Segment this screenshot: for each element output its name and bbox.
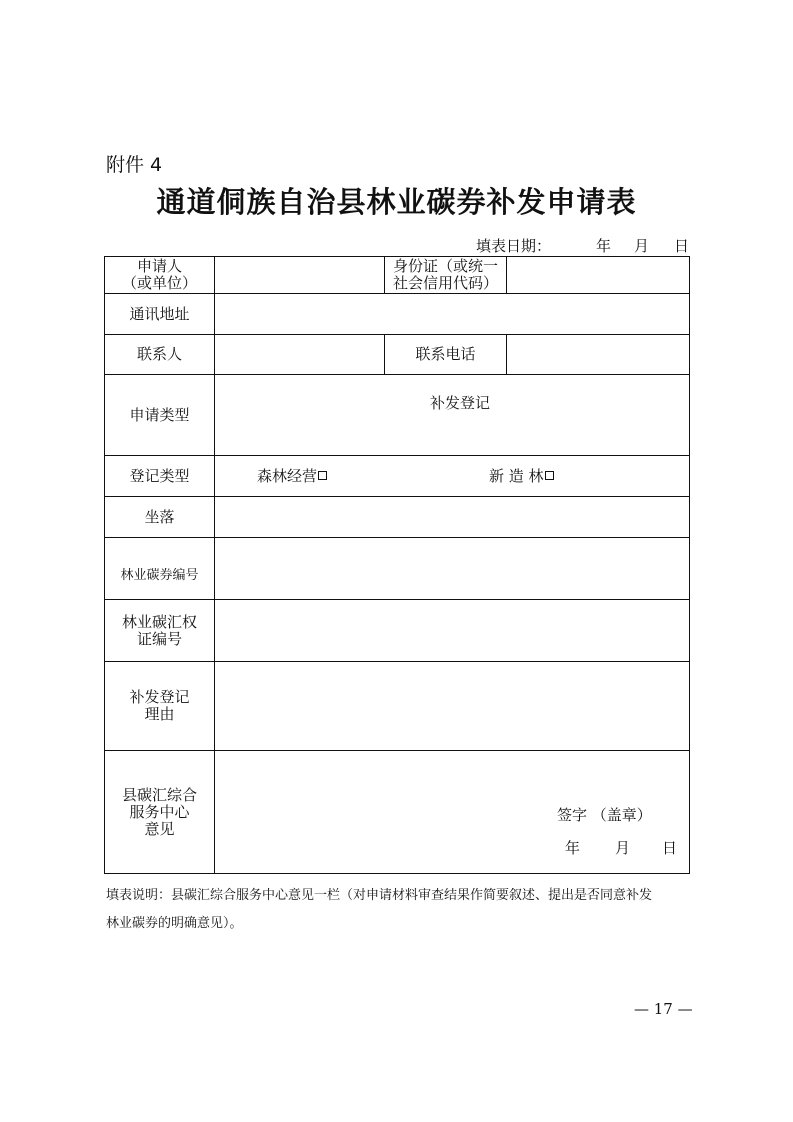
- checkbox-icon[interactable]: [545, 471, 554, 480]
- option-forest-management[interactable]: [257, 468, 327, 485]
- applicant-label: [105, 257, 215, 294]
- row-center-opinion: [105, 751, 690, 874]
- reason-label: [105, 662, 215, 751]
- center-opinion-label-line1: 县碳汇综合: [121, 785, 197, 804]
- form-title: 通道侗族自治县林业碳券补发申请表: [156, 185, 637, 219]
- fill-instructions-line1: 填表说明：县碳汇综合服务中心意见一栏（对申请材料审查结果作简要叙述、提出是否同意补发: [106, 888, 653, 903]
- cert-no-label-line1: 林业碳汇权: [121, 612, 197, 631]
- application-form-table: [104, 256, 690, 874]
- cert-no-field[interactable]: [215, 600, 690, 662]
- id-number-label-line1: 身份证（或统一: [392, 257, 498, 275]
- fill-instructions: [106, 882, 691, 938]
- applicant-label-line2: （或单位）: [121, 274, 197, 292]
- address-field[interactable]: [215, 294, 690, 335]
- row-contact: [105, 335, 690, 375]
- row-coupon-no: [105, 538, 690, 600]
- coupon-no-label: 林业碳券编号: [105, 538, 215, 600]
- option-new-afforestation[interactable]: [489, 468, 554, 485]
- applicant-label-line1: 申请人: [136, 257, 182, 275]
- attachment-label: 附件 4: [106, 154, 163, 176]
- apply-type-field: [215, 375, 690, 456]
- option-forest-management-label: 森林经营: [257, 467, 318, 485]
- coupon-no-field[interactable]: [215, 538, 690, 600]
- reason-field[interactable]: [215, 662, 690, 751]
- cert-no-label-line2: 证编号: [136, 629, 182, 648]
- reason-label-line1: 补发登记: [129, 688, 190, 706]
- sign-month: 月: [615, 839, 631, 857]
- applicant-field[interactable]: [215, 257, 385, 294]
- sign-seal-label: 签字 （盖章）: [557, 806, 652, 824]
- fill-date-year: 年: [596, 237, 612, 255]
- row-applicant: [105, 257, 690, 294]
- reason-label-line2: 理由: [144, 705, 175, 723]
- row-address: [105, 294, 690, 335]
- page-number: — 17 —: [634, 1000, 693, 1018]
- fill-date-day: 日: [674, 237, 690, 255]
- address-label: 通讯地址: [105, 294, 215, 335]
- contact-field[interactable]: [215, 335, 385, 375]
- apply-type-label: 申请类型: [105, 375, 215, 456]
- reg-type-label: 登记类型: [105, 456, 215, 497]
- center-opinion-label: [105, 751, 215, 874]
- row-apply-type: [105, 375, 690, 456]
- center-opinion-field[interactable]: [215, 751, 690, 874]
- id-number-label: [385, 257, 507, 294]
- option-new-afforestation-label: 新 造 林: [489, 467, 544, 485]
- id-number-label-line2: 社会信用代码）: [392, 274, 498, 292]
- fill-instructions-line2: 林业碳券的明确意见）。: [106, 916, 243, 931]
- center-opinion-label-line3: 意见: [144, 819, 175, 838]
- checkbox-icon[interactable]: [318, 471, 327, 480]
- center-opinion-label-line2: 服务中心: [129, 802, 190, 821]
- phone-field[interactable]: [507, 335, 690, 375]
- row-reason: [105, 662, 690, 751]
- sign-day: 日: [662, 839, 678, 857]
- row-cert-no: [105, 600, 690, 662]
- fill-date-line: [476, 235, 691, 255]
- row-location: [105, 497, 690, 538]
- cert-no-label: [105, 600, 215, 662]
- fill-date-month: 月: [634, 237, 650, 255]
- sign-year: 年: [565, 839, 581, 857]
- reg-type-options: [215, 456, 690, 497]
- location-field[interactable]: [215, 497, 690, 538]
- id-number-field[interactable]: [507, 257, 690, 294]
- apply-type-value: 补发登记: [430, 394, 491, 412]
- phone-label: 联系电话: [385, 335, 507, 375]
- row-reg-type: [105, 456, 690, 497]
- location-label: 坐落: [105, 497, 215, 538]
- fill-date-label: 填表日期：: [476, 237, 552, 255]
- contact-label: 联系人: [105, 335, 215, 375]
